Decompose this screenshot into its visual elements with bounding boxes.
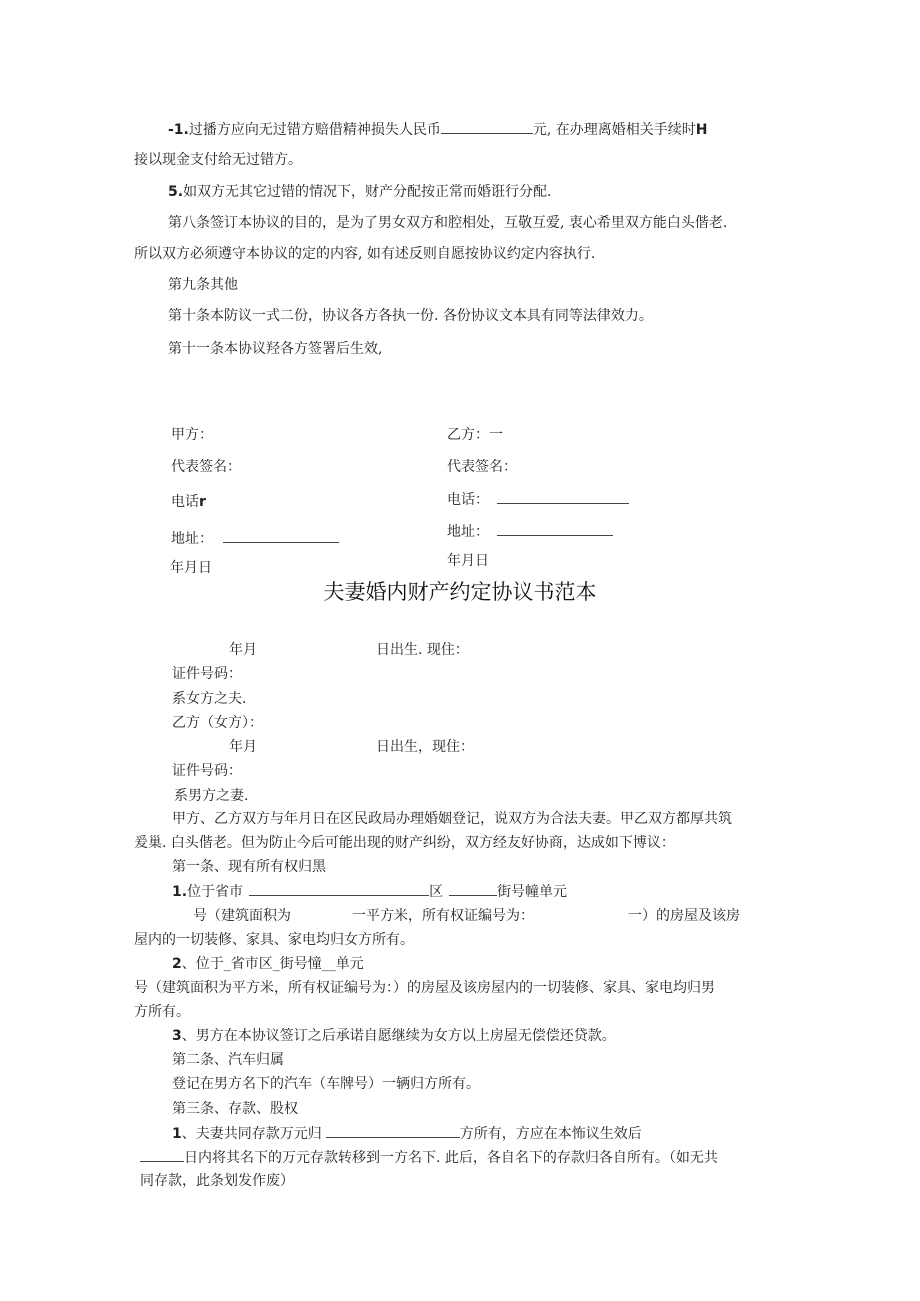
item-2-number: 2 — [172, 956, 182, 972]
item-3 — [172, 1026, 616, 1046]
savings-line-3: 同存款，此条划发作废） — [140, 1173, 294, 1189]
savings-owner-blank — [326, 1123, 460, 1138]
address-a-label: 地址： — [171, 531, 213, 547]
days-blank — [140, 1147, 184, 1162]
item-1-street: 街号幢单元 — [497, 884, 568, 900]
item-1-line-3: 屋内的一切装修、家具、家电均归女方所有。 — [134, 932, 414, 948]
article-8-line-2: 所以双方必须遵守本协议的定的内容, 如有述反则自愿按协议约定内容执行. — [134, 246, 596, 262]
date-a-cut: 年月日 — [170, 560, 212, 576]
birth-line-2-month: 年月 — [229, 739, 257, 755]
item-1-house: 一）的房屋及该房 — [628, 908, 740, 924]
item-3-text: 、男方在本协议签订之后承诺自愿继续为女方以上房屋无偿偿还贷款。 — [181, 1028, 616, 1044]
article-8-line-1: 第八条签订本协议的目的，是为了男女双方和腔相处，互敬互爱, 衷心希里双方能白头偕老. — [168, 215, 728, 231]
item-1-line-1 — [172, 881, 567, 902]
address-b-label: 地址： — [447, 524, 489, 540]
date-b: 年月日 — [447, 553, 489, 569]
phone-b-blank — [497, 489, 629, 504]
clause-4-text-b: 元, 在办理离婚相关手续时 — [532, 122, 696, 138]
item-2-line-3: 方所有。 — [134, 1004, 190, 1020]
item-3-number: 3 — [172, 1028, 182, 1044]
intro-line-2: 爰巢. 白头偕老。但为防止今后可能出现的财产纠纷，双方经友好协商，达成如下博议： — [134, 835, 675, 851]
clause-4-end-glyph: H — [695, 122, 708, 138]
article-3-heading: 第三条、存款、股权 — [172, 1101, 298, 1117]
item-2-line-1 — [172, 954, 364, 974]
article-2-text: 登记在男方名下的汽车（车牌号）一辆归方所有。 — [172, 1076, 480, 1092]
clause-5-number: 5. — [168, 184, 184, 200]
clause-4-number: -1. — [168, 122, 189, 138]
city-blank — [249, 881, 429, 896]
id-number-1: 证件号码： — [172, 666, 242, 682]
clause-5 — [168, 182, 552, 202]
savings-line-1 — [172, 1123, 642, 1144]
rep-sign-b: 代表签名： — [447, 459, 517, 475]
article-11: 第十一条本协议羟各方签署后生效, — [168, 341, 383, 357]
item-1-number: 1. — [172, 884, 188, 900]
address-a — [171, 528, 339, 549]
birth-line-1-month: 年月 — [229, 642, 257, 658]
birth-line-1-address: 日出生. 现住： — [376, 642, 469, 658]
address-b-blank — [497, 521, 613, 536]
address-b — [447, 521, 613, 542]
article-1-heading: 第一条、现有所有权归黑 — [172, 859, 326, 875]
birth-line-2-address: 日出生，现住： — [376, 739, 474, 755]
phone-b — [447, 489, 629, 510]
phone-b-label: 电话： — [447, 492, 489, 508]
party-b-female: 乙方（女方）： — [172, 715, 263, 731]
clause-4-line-2: 接以现金支付给无过错方。 — [134, 152, 302, 168]
amount-blank — [441, 119, 533, 134]
item-2-line-2: 号（建筑面积为平方米，所有权证编号为：）的房屋及该房屋内的一切装修、家具、家电均归男 — [134, 980, 715, 996]
clause-4-line-1 — [168, 119, 708, 140]
wife-relation: 系男方之妻. — [174, 788, 249, 804]
street-blank — [449, 881, 497, 896]
savings-line-2 — [140, 1147, 718, 1168]
party-b-label: 乙方：一 — [447, 427, 503, 443]
husband-relation: 系女方之夫. — [172, 691, 247, 707]
clause-5-text: 如双方无其它过错的情况下，财产分配按正常而婚诳行分配. — [183, 184, 552, 200]
address-a-blank — [223, 528, 339, 543]
clause-4-text-a: 过播方应向无过错方赔借精神损失人民币 — [188, 122, 441, 138]
document-title: 夫妻婚内财产约定协议书范本 — [323, 580, 597, 604]
savings-number: 1 — [172, 1126, 182, 1142]
phone-a-end-glyph: r — [199, 494, 206, 510]
phone-a — [171, 492, 206, 512]
savings-text-a: 、夫妻共同存款万元归 — [181, 1126, 322, 1142]
item-1-area: 号（建筑面积为 — [193, 908, 291, 924]
savings-text-c: 日内将其名下的万元存款转移到一方名下. 此后，各自名下的存款归各自所有。（如无共 — [184, 1150, 718, 1166]
intro-line-1: 甲方、乙方双方与年月日在区民政局办理婚姻登记，说双方为合法夫妻。甲乙双方都厚共筑 — [172, 811, 732, 827]
item-1-cert: 一平方米，所有权证编号为： — [352, 908, 534, 924]
item-1-location: 位于省市 — [187, 884, 244, 900]
rep-sign-a: 代表签名： — [171, 459, 241, 475]
article-2-heading: 第二条、汽车归属 — [172, 1052, 284, 1068]
party-a-label: 甲方： — [171, 427, 213, 443]
savings-text-b: 方所有，方应在本怖议生效后 — [459, 1126, 642, 1142]
id-number-2: 证件号码： — [172, 763, 242, 779]
article-10: 第十条本防议一式二份，协议各方各执一份. 各份协议文本具有同等法律效力。 — [168, 308, 653, 324]
phone-a-label: 电话 — [171, 494, 199, 510]
article-9: 第九条其他 — [168, 277, 238, 293]
item-1-district: 区 — [429, 884, 444, 900]
item-2-location: 、位于_省市区_街号憧__单元 — [181, 956, 364, 972]
